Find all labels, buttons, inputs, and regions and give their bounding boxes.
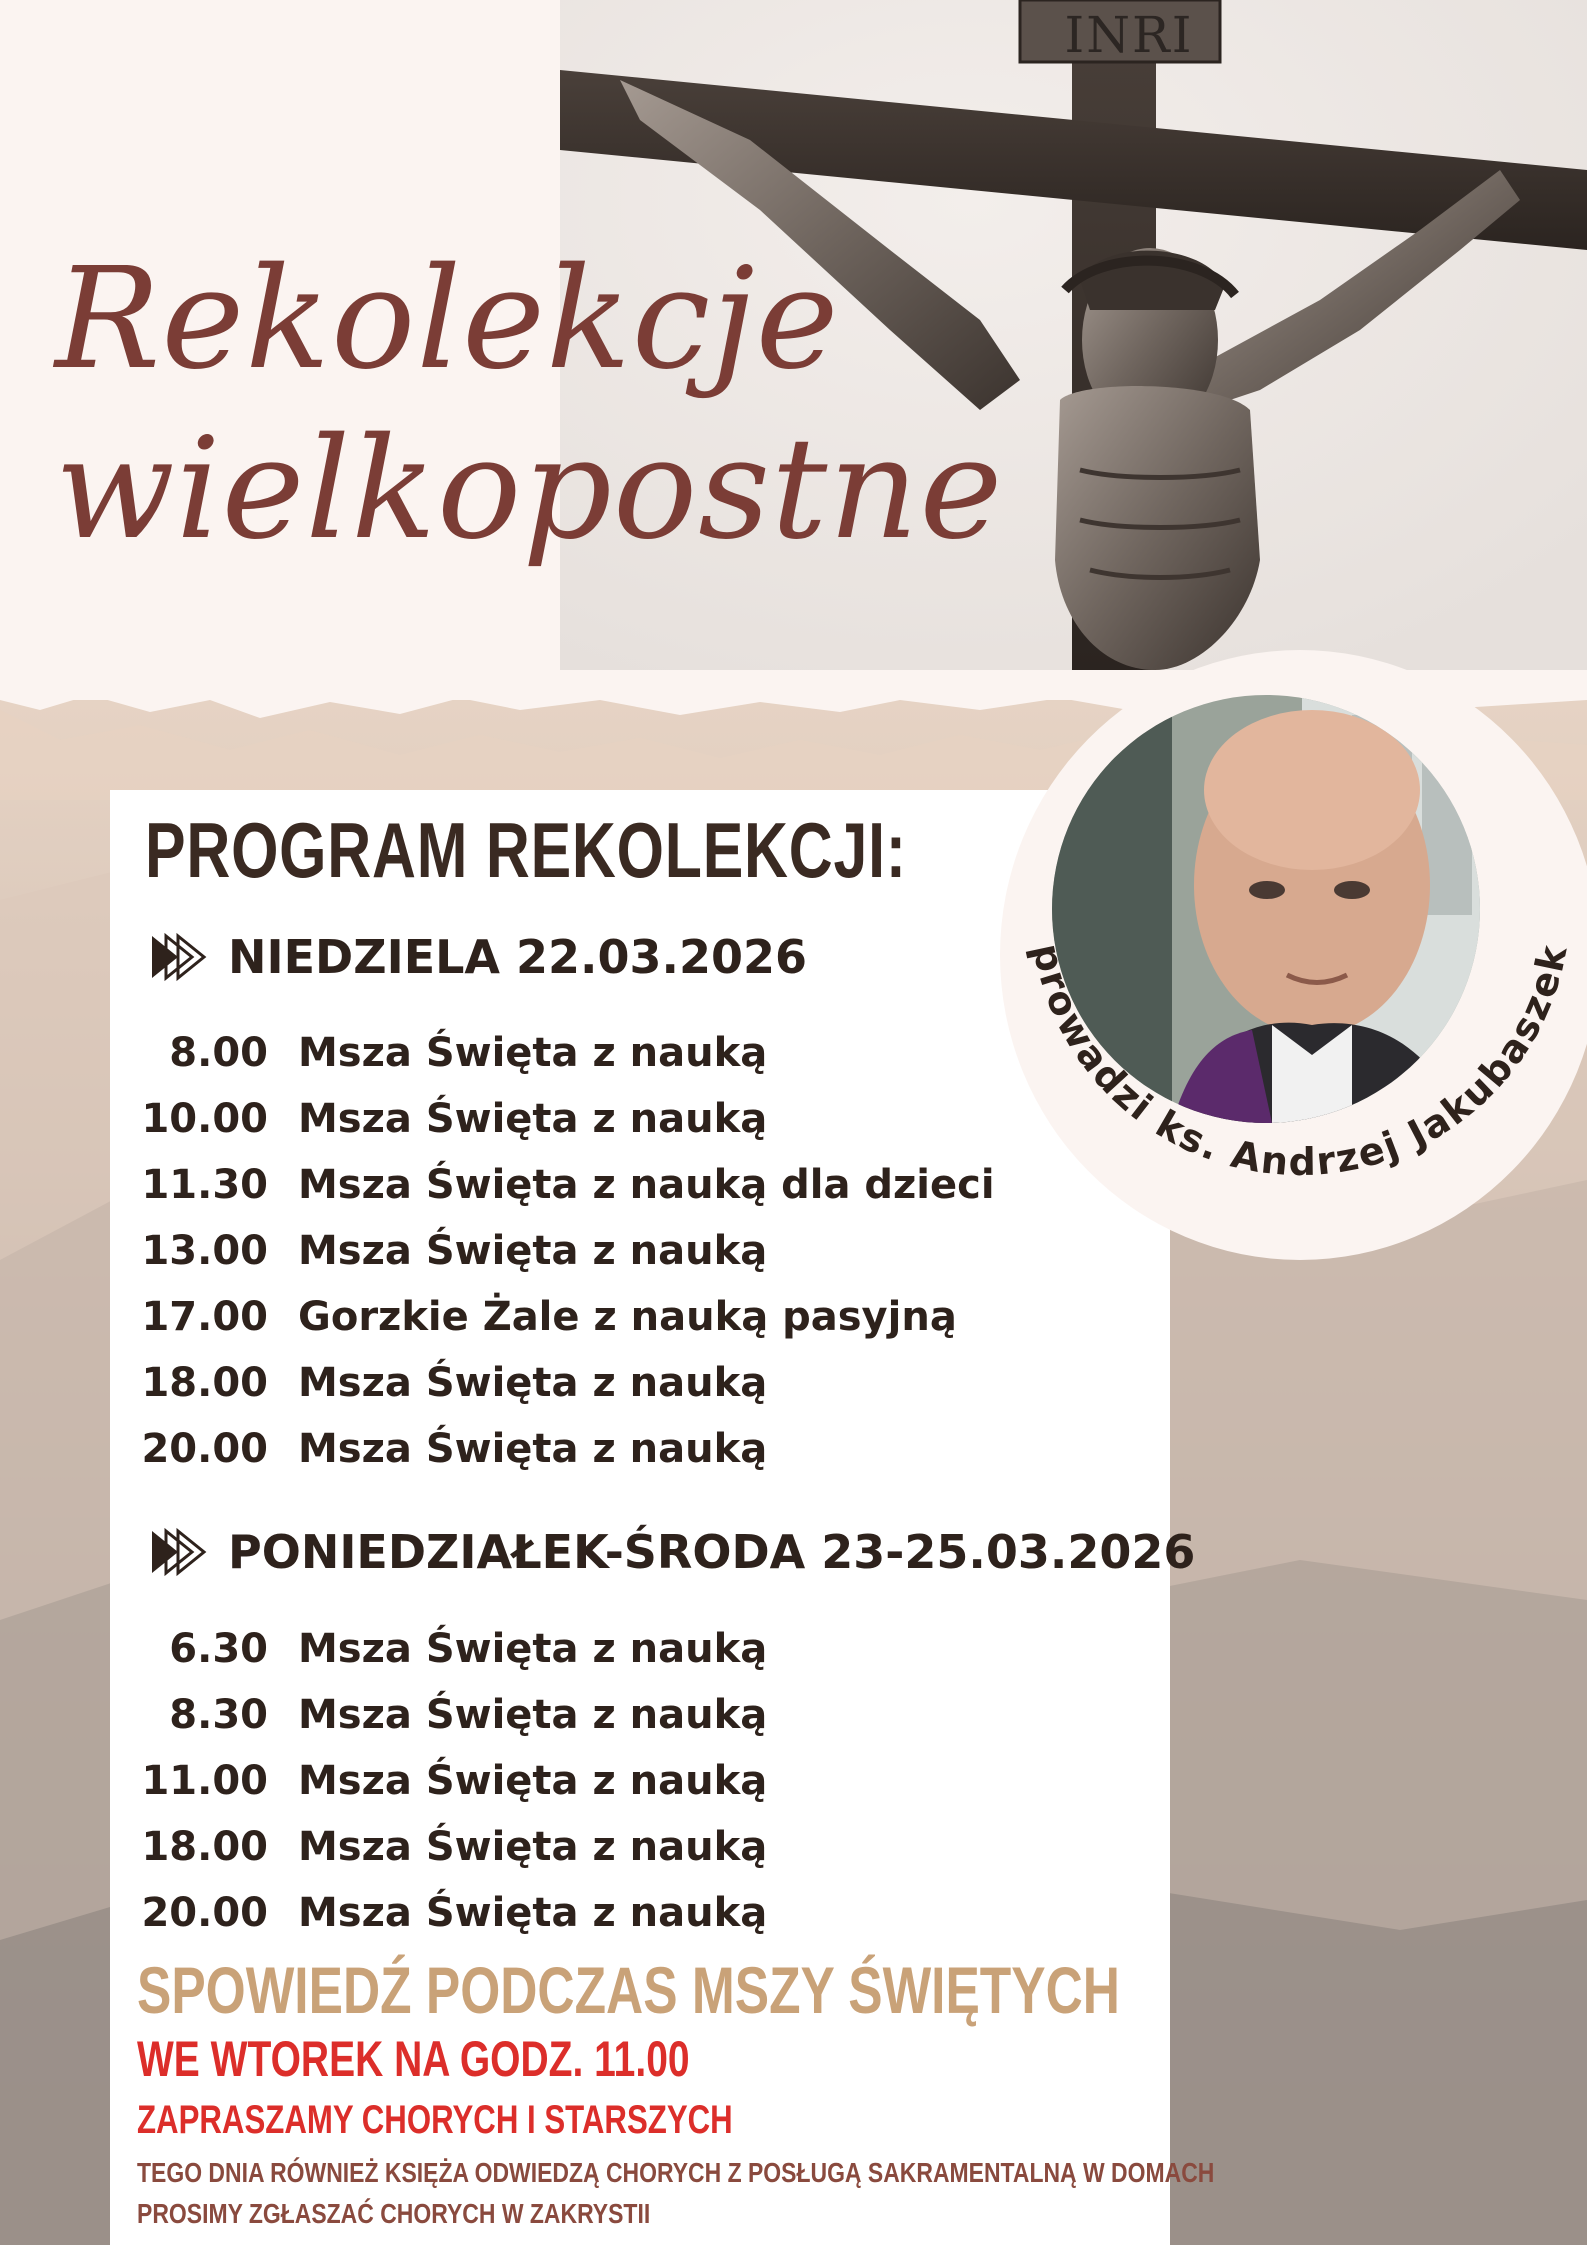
schedule-time: 20.00 [141, 1426, 268, 1472]
fast-forward-icon [150, 1527, 214, 1577]
note-line-1: TEGO DNIA RÓWNIEŻ KSIĘŻA ODWIEDZĄ CHORYCH Z POSŁUGĄ SAKRAMENTALNĄ W DOMACH [137, 2157, 1215, 2188]
schedule-row [140, 1890, 767, 1936]
schedule-row [140, 1030, 767, 1076]
page-title [55, 235, 1015, 575]
day-heading-monday-wednesday [150, 1525, 1195, 1579]
invite-notice: ZAPRASZAMY CHORYCH I STARSZYCH [137, 2098, 733, 2142]
confession-notice: SPOWIEDŹ PODCZAS MSZY ŚWIĘTYCH [137, 1953, 1120, 2027]
schedule-event: Msza Święta z nauką [298, 1030, 768, 1076]
day-label: NIEDZIELA 22.03.2026 [228, 930, 808, 984]
schedule-time: 18.00 [141, 1824, 268, 1870]
schedule-time: 8.00 [169, 1030, 268, 1076]
schedule-time: 6.30 [169, 1626, 268, 1672]
schedule-row [140, 1626, 767, 1672]
speaker-caption: prowadzi ks. Andrzej Jakubaszek [1024, 939, 1576, 1185]
title-line-2: wielkopostne [55, 408, 1004, 571]
schedule-event: Msza Święta z nauką dla dzieci [298, 1162, 995, 1208]
program-heading: PROGRAM REKOLEKCJI: [145, 806, 907, 894]
schedule-event: Msza Święta z nauką [298, 1096, 768, 1142]
schedule-event: Msza Święta z nauką [298, 1228, 768, 1274]
schedule-event: Msza Święta z nauką [298, 1426, 768, 1472]
schedule-time: 11.30 [141, 1162, 268, 1208]
fast-forward-icon [150, 932, 214, 982]
svg-text:prowadzi ks. Andrzej Jakubasze [1024, 940, 1576, 1184]
schedule-event: Gorzkie Żale z nauką pasyjną [298, 1294, 957, 1340]
schedule-row [140, 1692, 767, 1738]
schedule-row [140, 1294, 957, 1340]
schedule-row [140, 1162, 995, 1208]
schedule-row [140, 1228, 767, 1274]
schedule-row [140, 1824, 767, 1870]
schedule-time: 10.00 [141, 1096, 268, 1142]
title-line-1: Rekolekcje [55, 238, 840, 401]
schedule-time: 18.00 [141, 1360, 268, 1406]
schedule-event: Msza Święta z nauką [298, 1692, 768, 1738]
note-line-2: PROSIMY ZGŁASZAĆ CHORYCH W ZAKRYSTII [137, 2198, 651, 2229]
schedule-event: Msza Święta z nauką [298, 1824, 768, 1870]
schedule-time: 17.00 [141, 1294, 268, 1340]
inri-plaque: INRI [1064, 6, 1194, 64]
schedule-time: 13.00 [141, 1228, 268, 1274]
schedule-row [140, 1758, 767, 1804]
schedule-event: Msza Święta z nauką [298, 1890, 768, 1936]
schedule-time: 8.30 [169, 1692, 268, 1738]
tuesday-notice: WE WTOREK NA GODZ. 11.00 [137, 2031, 690, 2087]
schedule-time: 20.00 [141, 1890, 268, 1936]
speaker-badge [1000, 650, 1587, 1260]
schedule-event: Msza Święta z nauką [298, 1626, 768, 1672]
schedule-time: 11.00 [141, 1758, 268, 1804]
schedule-row [140, 1426, 767, 1472]
day-label: PONIEDZIAŁEK-ŚRODA 23-25.03.2026 [228, 1525, 1196, 1579]
schedule-event: Msza Święta z nauką [298, 1360, 768, 1406]
speaker-caption-arc [1000, 650, 1587, 1260]
schedule-event: Msza Święta z nauką [298, 1758, 768, 1804]
day-heading-sunday [150, 930, 807, 984]
schedule-row [140, 1096, 767, 1142]
schedule-row [140, 1360, 767, 1406]
